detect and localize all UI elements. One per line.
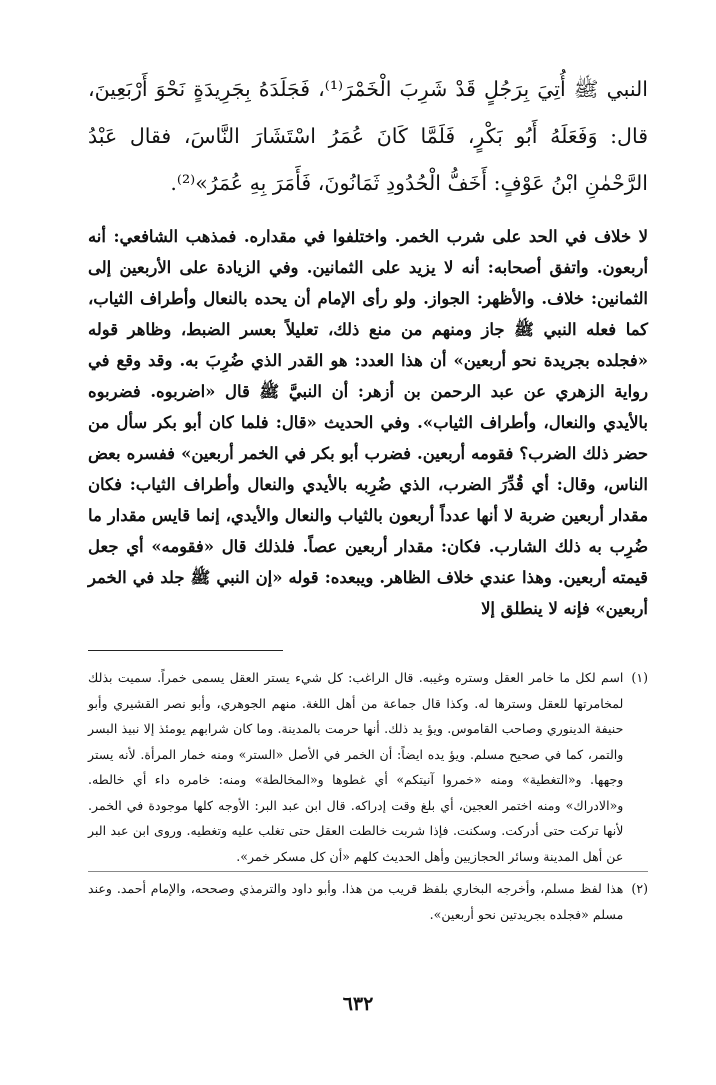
footnote-number: (٢) — [631, 881, 648, 896]
footnote-divider — [88, 871, 648, 872]
page-content — [88, 66, 648, 929]
footnote-1 — [88, 665, 648, 869]
commentary-paragraph: لا خلاف في الحد على شرب الخمر. واختلفوا في مقداره. فمذهب الشافعي: أنه أربعون. واتفق أصحابه: أنه لا يزيد على الثمانين. وفي الزيادة على الأربعين إلى الثمانين: خلاف. والأظهر: الجواز. ولو رأى الإمام أن يحده بالنعال وأطراف الثياب، كما فعله النبي ﷺ جاز ومنهم من منع ذلك، تعليلاً بعسر الضبط، وظاهر قوله «فجلده بجريدة نحو أربعين» أن هذا العدد: هو القدر الذي ضُرِبَ به. وقد وقع في رواية الزهري عن عبد الرحمن بن أزهر: أن النبيَّ ﷺ قال «اضربوه. فضربوه بالأيدي والنعال، وأطراف الثياب». وفي الحديث «قال: فلما كان أبو بكر سأل من حضر ذلك الضرب؟ فقومه أربعين. فضرب أبو بكر في الخمر أربعين» ففسره بعض الناس، وقال: أي قُدِّرَ الضرب، الذي ضُرِبه بالأيدي والنعال وأطراف الثياب: فكان مقدار أربعين ضربة لا أنها عدداً أربعون بالثياب والنعال والأيدي، إنما قايس مقدار ما ضُرِب به ذلك الشارب. فكان: مقدار أربعين عصاً. فلذلك قال «فقومه» أي جعل قيمته أربعين. وهذا عندي خلاف الظاهر. ويبعده: قوله «إن النبي ﷺ جلد في الخمر أربعين» فإنه لا ينطلق إلا — [88, 227, 648, 618]
footnote-separator-wrap — [88, 624, 648, 665]
footnote-text: اسم لكل ما خامر العقل وستره وغيبه. قال الراغب: كل شيء يستر العقل يسمى خمراً. سميت بذلك لمخامرتها للعقل وسترها له. وكذا قال جماعة من أهل اللغة. منهم الجوهري، وأبو نصر القشيري وأبو حنيفة الدينوري وصاحب القاموس. ويؤ يد ذلك. أنها حرمت بالمدينة. وما كان شرابهم يومئذ إلا نبيذ البسر والتمر، كما في صحيح مسلم. ويؤ يده ايضاً: أن الخمر في الأصل «الستر» ومنه خمار المرأة. لأنه يستر وجهها. و«التغطية» ومنه «خمروا آنيتكم» أي غطوها و«المخالطة» ومنه: خامره داء أي خالطه. و«الادراك» ومنه اختمر العجين، أي بلغ وقت إدراكه. قال ابن عبد البر: الأوجه كلها موجودة في الخمر. لأنها تركت حتى أدركت. وسكنت. فإذا شربت خالطت العقل حتى تغلب عليه وتغطيه. وروى ابن عبد البر عن أهل المدينة وسائر الحجازيين وأهل الحديث كلهم «أن كل مسكر خمر». — [88, 670, 624, 864]
footnote-separator — [88, 650, 283, 651]
footnote-text: هذا لفظ مسلم، وأخرجه البخاري بلفظ قريب من هذا. وأبو داود والترمذي وصححه، والإمام أحمد. وعند مسلم «فجلده بجريدتين نحو أربعين». — [88, 881, 624, 922]
hadith-text: النبي ﷺ أُتِيَ بِرَجُلٍ قَدْ شَرِبَ الْخَمْرَ⁽¹⁾، فَجَلَدَهُ بِجَرِيدَةٍ نَحْوَ أَرْبَعِينَ، قال: وَفَعَلَهُ أَبُو بَكْرٍ، فَلَمَّا كَانَ عُمَرُ اسْتَشَارَ النَّاسَ، فقال عَبْدُ الرَّحْمٰنِ ابْنُ عَوْفٍ: أَخَفُّ الْحُدُودِ ثَمَانُونَ، فَأَمَرَ بِهِ عُمَرُ»⁽²⁾. — [88, 77, 648, 195]
footnote-2 — [88, 876, 648, 927]
page-number: ٦٣٢ — [342, 993, 374, 1015]
footnotes — [88, 665, 648, 927]
footnote-number: (١) — [631, 670, 648, 685]
